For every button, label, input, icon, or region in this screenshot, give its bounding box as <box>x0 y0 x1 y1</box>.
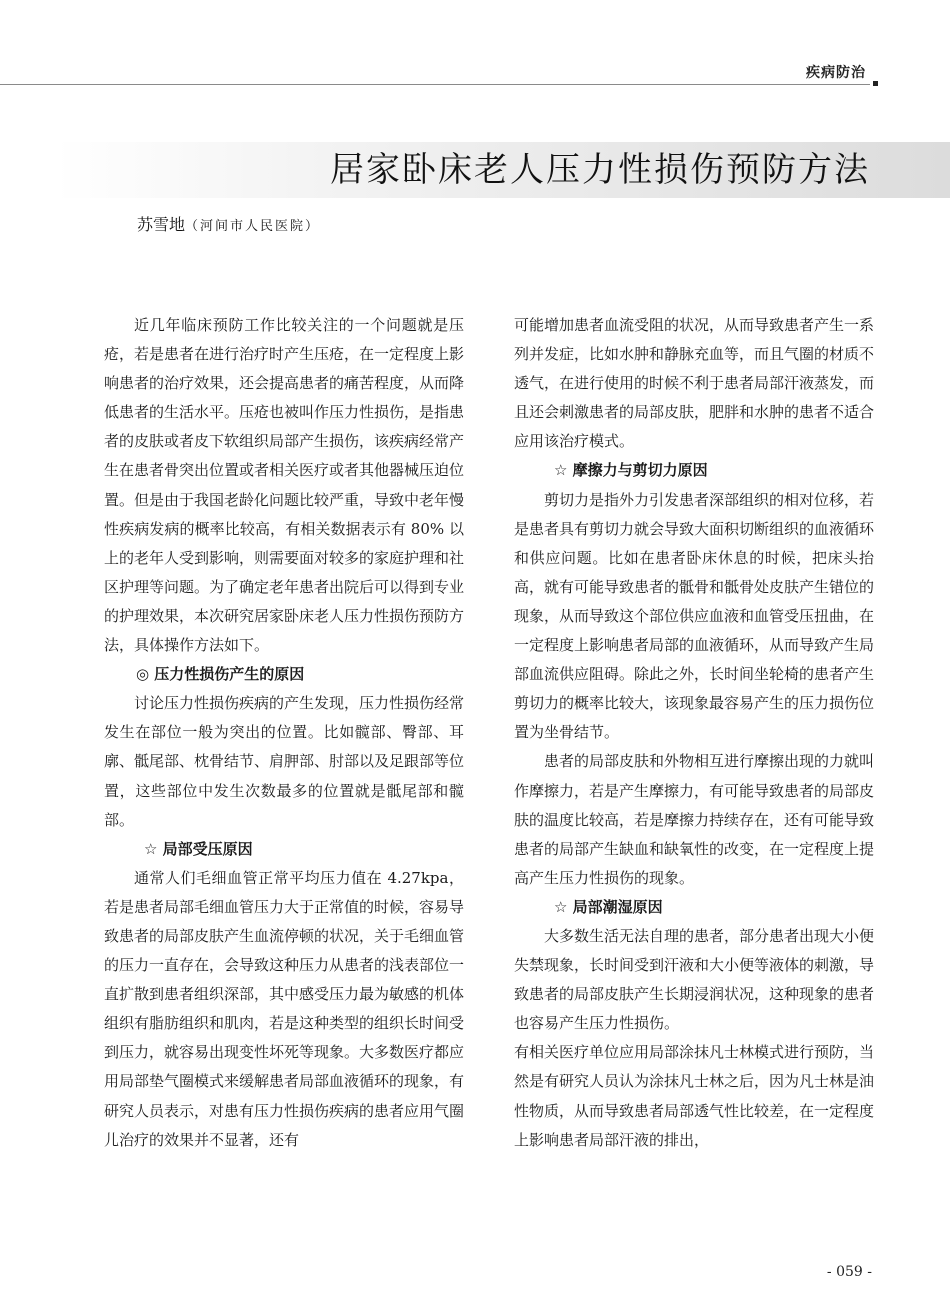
heading-moisture: ☆ 局部潮湿原因 <box>554 897 663 916</box>
paragraph-pressure: 通常人们毛细血管正常平均压力值在 4.27kpa，若是患者局部毛细血管压力大于正常值的时候，容易导致患者的局部皮肤产生血流停顿的状况，关于毛细血管的压力一直存在，会导致这种压力从患者的浅表部位一直扩散到患者组织深部，其中感受压力最为敏感的机体组织有脂肪组织和肌肉，若是这种类型的组织长时间受到压力，就容易出现变性坏死等现象。大多数医疗都应用局部垫气圈模式来缓解患者局部血液循环的现象，有研究人员表示，对患有压力性损伤疾病的患者应用气圈儿治疗的效果并不显著，还有 <box>104 868 465 1149</box>
journal-section-label: 疾病防治 <box>806 65 866 81</box>
left-column <box>104 311 464 1155</box>
paragraph-sites: 讨论压力性损伤疾病的产生发现，压力性损伤经常发生在部位一般为突出的位置。比如髋部、臀部、耳廓、骶尾部、枕骨结节、肩胛部、肘部以及足跟部等位置，这些部位中发生次数最多的位置就是骶尾部和髋部。 <box>104 694 465 829</box>
heading-local-pressure: ☆ 局部受压原因 <box>144 839 253 858</box>
paragraph-friction: 患者的局部皮肤和外物相互进行摩擦出现的力就叫作摩擦力，若是产生摩擦力，有可能导致患者的局部皮肤的温度比较高，若是摩擦力持续存在，还有可能导致患者的局部产生缺血和缺氧性的改变，在一定程度上提高产生压力性损伤的现象。 <box>514 752 875 887</box>
page-number: - 059 - <box>826 1264 872 1280</box>
author-name: 苏雪地 <box>137 215 186 234</box>
paragraph-moisture: 大多数生活无法自理的患者，部分患者出现大小便失禁现象，长时间受到汗液和大小便等液体的刺激，导致患者的局部皮肤产生长期浸润状况，这种现象的患者也容易产生压力性损伤。 <box>514 926 875 1033</box>
author-affiliation: （河间市人民医院） <box>185 219 321 234</box>
section-marker <box>873 81 878 86</box>
paragraph-intro: 近几年临床预防工作比较关注的一个问题就是压疮，若是患者在进行治疗时产生压疮，在一定程度上影响患者的治疗效果，还会提高患者的痛苦程度，从而降低患者的生活水平。压疮也被叫作压力性损伤，是指患者的皮肤或者皮下软组织局部产生损伤，该疾病经常产生在患者骨突出位置或者相关医疗或者其他器械压迫位置。但是由于我国老龄化问题比较严重，导致中老年慢性疾病发病的概率比较高，有相关数据表示有 80% 以上的老年人受到影响，则需要面对较多的家庭护理和社区护理等问题。为了确定老年患者出院后可以得到专业的护理效果，本次研究居家卧床老人压力性损伤预防方法，具体操作方法如下。 <box>104 316 465 655</box>
heading-friction-shear: ☆ 摩擦力与剪切力原因 <box>554 461 708 480</box>
paragraph-continued: 可能增加患者血流受阻的状况，从而导致患者产生一系列并发症，比如水肿和静脉充血等，而且气圈的材质不透气，在进行使用的时候不利于患者局部汗液蒸发，而且还会刺激患者的局部皮肤，肥胖和水肿的患者不适合应用该治疗模式。 <box>514 316 875 451</box>
header-rule <box>0 84 870 85</box>
paragraph-shear: 剪切力是指外力引发患者深部组织的相对位移，若是患者具有剪切力就会导致大面积切断组织的血液循环和供应问题。比如在患者卧床休息的时候，把床头抬高，就有可能导致患者的骶骨和骶骨处皮肤产生错位的现象，从而导致这个部位供应血液和血管受压扭曲，在一定程度上影响患者局部的血液循环，从而导致产生局部血流供应阻碍。除此之外，长时间坐轮椅的患者产生剪切力的概率比较大，该现象最容易产生的压力损伤位置为坐骨结节。 <box>514 490 875 742</box>
heading-causes: ◎ 压力性损伤产生的原因 <box>136 665 305 684</box>
article-title: 居家卧床老人压力性损伤预防方法 <box>330 150 870 190</box>
paragraph-vaseline: 有相关医疗单位应用局部涂抹凡士林模式进行预防，当然是有研究人员认为涂抹凡士林之后，因为凡士林是油性物质，从而导致患者局部透气性比较差，在一定程度上影响患者局部汗液的排出， <box>514 1043 875 1149</box>
byline <box>137 212 320 235</box>
right-column <box>514 311 874 1155</box>
